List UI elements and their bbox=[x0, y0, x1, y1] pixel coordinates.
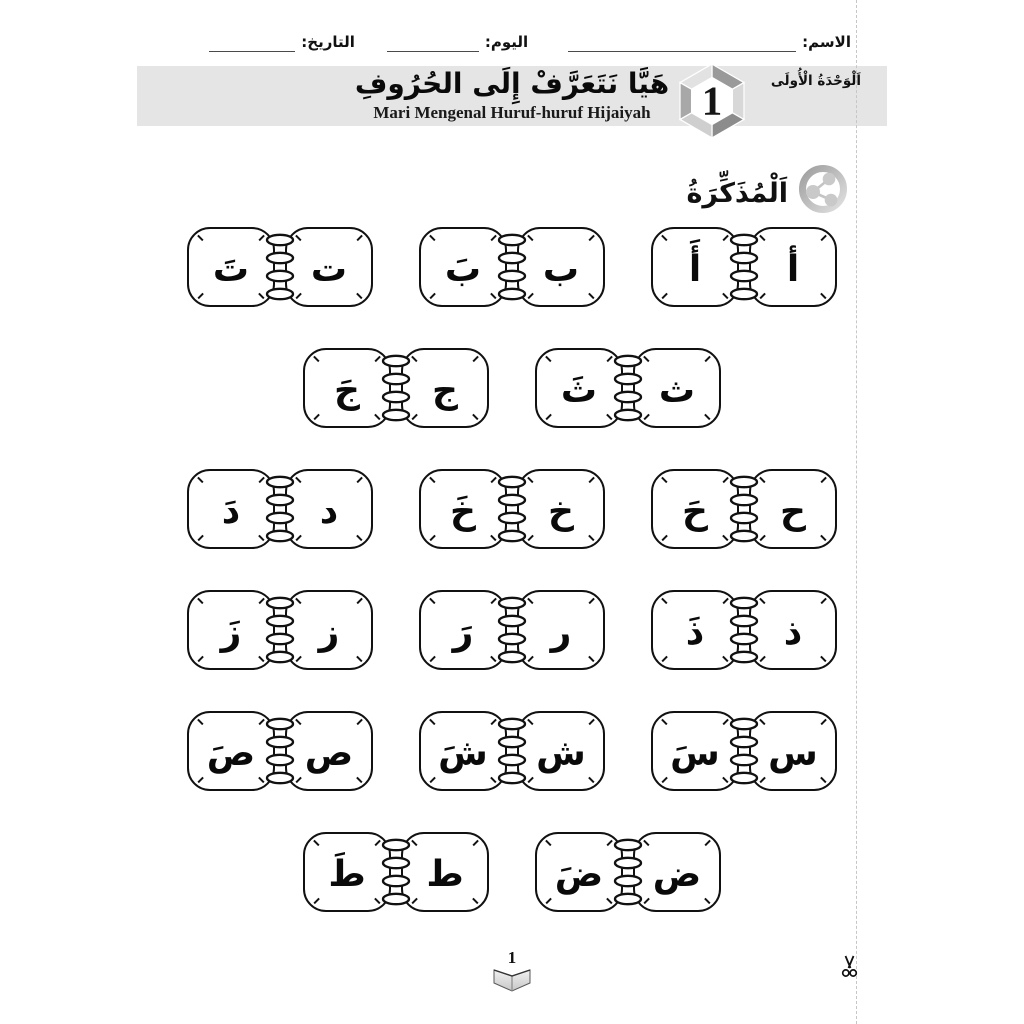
molecule-circle-icon bbox=[796, 162, 850, 220]
letter-card-plain bbox=[749, 711, 837, 791]
letter-card-fatha bbox=[651, 227, 739, 307]
section-heading-row bbox=[560, 162, 850, 220]
fill-in-header bbox=[137, 28, 851, 52]
letter-card-plain bbox=[517, 711, 605, 791]
letter-card-pair bbox=[303, 832, 489, 912]
date-label: التاريخ: bbox=[301, 33, 355, 51]
letter-card-rows bbox=[137, 227, 887, 912]
letter-card-pair bbox=[187, 590, 373, 670]
unit-title-latin: Mari Mengenal Huruf-huruf Hijaiyah bbox=[373, 103, 651, 122]
letter-card-pair bbox=[303, 348, 489, 428]
open-book-icon bbox=[491, 967, 533, 998]
letter-card-fatha bbox=[651, 711, 739, 791]
arabic-letter-plain: ر bbox=[550, 612, 572, 653]
letter-card-plain bbox=[285, 711, 373, 791]
letter-card-pair bbox=[419, 711, 605, 791]
letter-card-pair bbox=[419, 227, 605, 307]
spiral-binding-icon bbox=[265, 472, 295, 546]
arabic-letter-fatha: حَ bbox=[682, 491, 708, 532]
arabic-letter-fatha: سَ bbox=[670, 733, 720, 774]
page-number: 1 bbox=[507, 948, 517, 967]
spiral-binding-icon bbox=[729, 593, 759, 667]
letter-card-plain bbox=[633, 832, 721, 912]
unit-title-arabic: هَيَّا نَتَعَرَّفْ إِلَى الحُرُوفِ bbox=[354, 67, 670, 100]
arabic-letter-fatha: صَ bbox=[206, 733, 256, 774]
letter-card-fatha bbox=[535, 832, 623, 912]
letter-card-fatha bbox=[187, 469, 275, 549]
arabic-letter-plain: ب bbox=[542, 249, 580, 290]
arabic-letter-fatha: طَ bbox=[328, 854, 366, 895]
letter-card-pair bbox=[651, 590, 837, 670]
card-row bbox=[137, 711, 887, 791]
letter-card-fatha bbox=[187, 227, 275, 307]
letter-card-plain bbox=[401, 348, 489, 428]
letter-card-pair bbox=[651, 711, 837, 791]
arabic-letter-fatha: بَ bbox=[444, 249, 482, 290]
arabic-letter-fatha: زَ bbox=[220, 612, 242, 653]
letter-card-fatha bbox=[419, 227, 507, 307]
spiral-binding-icon bbox=[497, 714, 527, 788]
arabic-letter-fatha: رَ bbox=[452, 612, 474, 653]
card-row bbox=[137, 227, 887, 307]
letter-card-plain bbox=[285, 590, 373, 670]
arabic-letter-plain: س bbox=[768, 733, 818, 774]
arabic-letter-fatha: شَ bbox=[438, 733, 488, 774]
spiral-binding-icon bbox=[265, 230, 295, 304]
letter-card-plain bbox=[749, 590, 837, 670]
spiral-binding-icon bbox=[265, 714, 295, 788]
letter-card-fatha bbox=[419, 711, 507, 791]
page-footer bbox=[137, 949, 887, 998]
letter-card-plain bbox=[633, 348, 721, 428]
arabic-letter-plain: ط bbox=[426, 854, 464, 895]
letter-card-pair bbox=[187, 469, 373, 549]
cut-dashed-line bbox=[856, 0, 857, 1024]
letter-card-pair bbox=[419, 469, 605, 549]
section-heading: اَلْمُذَكِّرَةُ bbox=[686, 177, 788, 209]
letter-card-fatha bbox=[187, 590, 275, 670]
letter-card-plain bbox=[285, 227, 373, 307]
name-label: الاسم: bbox=[802, 33, 851, 51]
unit-number: 1 bbox=[701, 77, 723, 124]
letter-card-plain bbox=[401, 832, 489, 912]
arabic-letter-plain: ث bbox=[658, 370, 696, 411]
arabic-letter-fatha: ذَ bbox=[685, 612, 705, 653]
day-label: اليوم: bbox=[484, 33, 529, 51]
card-row bbox=[137, 832, 887, 912]
arabic-letter-plain: ز bbox=[318, 612, 340, 653]
card-row bbox=[137, 590, 887, 670]
arabic-letter-fatha: ثَ bbox=[560, 370, 598, 411]
unit-number-badge bbox=[675, 60, 749, 142]
scissors-icon bbox=[841, 955, 858, 983]
arabic-letter-fatha: خَ bbox=[450, 491, 476, 532]
spiral-binding-icon bbox=[497, 593, 527, 667]
letter-card-pair bbox=[535, 832, 721, 912]
arabic-letter-plain: خ bbox=[548, 491, 574, 532]
spiral-binding-icon bbox=[729, 714, 759, 788]
spiral-binding-icon bbox=[381, 351, 411, 425]
arabic-letter-plain: ض bbox=[652, 854, 702, 895]
spiral-binding-icon bbox=[613, 835, 643, 909]
name-write-line[interactable] bbox=[568, 36, 796, 52]
letter-card-pair bbox=[651, 227, 837, 307]
letter-card-fatha bbox=[419, 590, 507, 670]
letter-card-pair bbox=[419, 590, 605, 670]
date-write-line[interactable] bbox=[209, 36, 295, 52]
letter-card-pair bbox=[651, 469, 837, 549]
spiral-binding-icon bbox=[497, 472, 527, 546]
arabic-letter-plain: ت bbox=[310, 249, 348, 290]
letter-card-plain bbox=[749, 227, 837, 307]
unit-name-label: اَلْوَحْدَةُ الْأُولَى bbox=[770, 73, 861, 89]
spiral-binding-icon bbox=[497, 230, 527, 304]
spiral-binding-icon bbox=[381, 835, 411, 909]
arabic-letter-fatha: ضَ bbox=[554, 854, 604, 895]
letter-card-plain bbox=[517, 590, 605, 670]
letter-card-pair bbox=[535, 348, 721, 428]
spiral-binding-icon bbox=[729, 230, 759, 304]
arabic-letter-plain: ج bbox=[432, 370, 458, 411]
letter-card-fatha bbox=[651, 469, 739, 549]
spiral-binding-icon bbox=[729, 472, 759, 546]
spiral-binding-icon bbox=[265, 593, 295, 667]
day-write-line[interactable] bbox=[387, 36, 479, 52]
arabic-letter-plain: ش bbox=[536, 733, 586, 774]
spiral-binding-icon bbox=[613, 351, 643, 425]
letter-card-plain bbox=[285, 469, 373, 549]
letter-card-pair bbox=[187, 227, 373, 307]
letter-card-pair bbox=[187, 711, 373, 791]
letter-card-fatha bbox=[419, 469, 507, 549]
letter-card-fatha bbox=[303, 348, 391, 428]
letter-card-plain bbox=[749, 469, 837, 549]
letter-card-fatha bbox=[303, 832, 391, 912]
letter-card-fatha bbox=[535, 348, 623, 428]
arabic-letter-fatha: أَ bbox=[688, 249, 702, 290]
card-row bbox=[137, 348, 887, 428]
arabic-letter-plain: د bbox=[319, 491, 339, 532]
card-row bbox=[137, 469, 887, 549]
arabic-letter-plain: أ bbox=[786, 249, 800, 290]
arabic-letter-fatha: تَ bbox=[212, 249, 250, 290]
unit-banner bbox=[137, 66, 887, 126]
arabic-letter-plain: ص bbox=[304, 733, 354, 774]
arabic-letter-plain: ح bbox=[780, 491, 806, 532]
arabic-letter-plain: ذ bbox=[783, 612, 803, 653]
arabic-letter-fatha: جَ bbox=[334, 370, 360, 411]
letter-card-plain bbox=[517, 469, 605, 549]
letter-card-fatha bbox=[187, 711, 275, 791]
letter-card-fatha bbox=[651, 590, 739, 670]
letter-card-plain bbox=[517, 227, 605, 307]
arabic-letter-fatha: دَ bbox=[221, 491, 241, 532]
